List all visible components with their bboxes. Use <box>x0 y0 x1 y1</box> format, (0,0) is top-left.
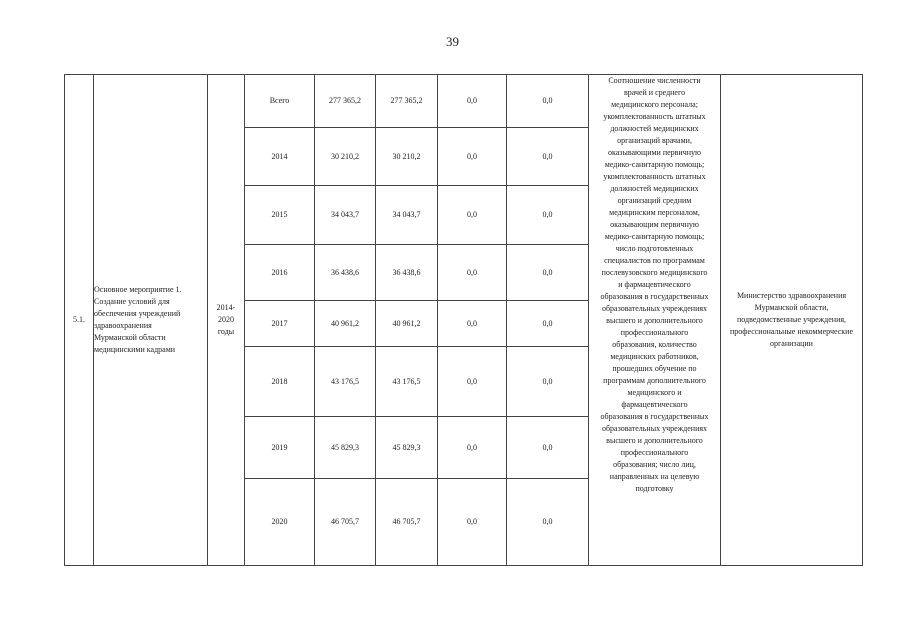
indicator-line: медицинского персонала; <box>611 100 698 109</box>
indicator-line: число подготовленных <box>615 244 694 253</box>
row-number: 5.1. <box>65 75 94 566</box>
program-table <box>64 74 863 566</box>
indicators <box>589 75 721 566</box>
indicator-line: Соотношение численности <box>608 76 701 85</box>
federal-cell: 0,0 <box>438 301 507 347</box>
period-line: годы <box>217 327 235 336</box>
indicator-line: должностей медицинских <box>610 124 699 133</box>
period <box>208 75 245 566</box>
total-cell: 30 210,2 <box>315 128 376 186</box>
event-name-line: медицинскими кадрами <box>94 345 176 354</box>
executor-line: профессиональные некоммерческие <box>729 327 854 336</box>
regional-cell: 30 210,2 <box>376 128 438 186</box>
indicator-line: и фармацевтического <box>618 280 691 289</box>
total-cell: 46 705,7 <box>315 479 376 566</box>
year-cell: 2020 <box>245 479 315 566</box>
total-cell: 40 961,2 <box>315 301 376 347</box>
year-cell: 2014 <box>245 128 315 186</box>
federal-cell: 0,0 <box>438 347 507 417</box>
indicator-line: укомплектованность штатных <box>603 172 706 181</box>
indicator-line: должностей медицинских <box>610 184 699 193</box>
total-cell: 45 829,3 <box>315 417 376 479</box>
indicator-line: подготовку <box>635 484 674 493</box>
federal-cell: 0,0 <box>438 417 507 479</box>
event-name-line: здравоохранения <box>94 321 152 330</box>
other-cell: 0,0 <box>507 301 589 347</box>
executor <box>721 75 863 566</box>
year-cell: 2017 <box>245 301 315 347</box>
table-row <box>65 75 863 128</box>
period-line: 2020 <box>218 315 234 324</box>
regional-cell: 45 829,3 <box>376 417 438 479</box>
indicator-line: медицинским персоналом, <box>609 208 700 217</box>
regional-cell: 277 365,2 <box>376 75 438 128</box>
executor-line: Министерство здравоохранения <box>736 291 847 300</box>
regional-cell: 36 438,6 <box>376 245 438 301</box>
federal-cell: 0,0 <box>438 75 507 128</box>
total-cell: 43 176,5 <box>315 347 376 417</box>
indicator-line: образовательных учреждениях <box>601 304 708 313</box>
year-cell: Всего <box>245 75 315 128</box>
event-name-line: Основное мероприятие 1. <box>94 285 182 294</box>
other-cell: 0,0 <box>507 417 589 479</box>
other-cell: 0,0 <box>507 479 589 566</box>
indicator-line: образования; число лиц, <box>613 460 696 469</box>
regional-cell: 43 176,5 <box>376 347 438 417</box>
indicator-line: образовательных учреждениях <box>601 424 708 433</box>
regional-cell: 46 705,7 <box>376 479 438 566</box>
indicator-line: образования в государственных <box>600 412 709 421</box>
year-cell: 2019 <box>245 417 315 479</box>
indicator-line: программам дополнительного <box>603 376 706 385</box>
executor-line: подведомственные учреждения, <box>736 315 847 324</box>
federal-cell: 0,0 <box>438 128 507 186</box>
indicator-line: организаций средним <box>617 196 692 205</box>
federal-cell: 0,0 <box>438 245 507 301</box>
other-cell: 0,0 <box>507 347 589 417</box>
indicator-line: медицинских работников, <box>610 352 699 361</box>
total-cell: 277 365,2 <box>315 75 376 128</box>
indicator-line: специалистов по программам <box>604 256 705 265</box>
regional-cell: 40 961,2 <box>376 301 438 347</box>
total-cell: 36 438,6 <box>315 245 376 301</box>
indicator-line: высшего и дополнительного <box>606 316 703 325</box>
indicator-line: укомплектованность штатных <box>603 112 706 121</box>
executor-line: Мурманской области, <box>754 303 829 312</box>
indicator-line: образования в государственных <box>600 292 709 301</box>
event-name-line: Создание условий для <box>94 297 170 306</box>
indicator-line: организаций врачами, <box>617 136 692 145</box>
indicator-line: медицинского и <box>627 388 682 397</box>
regional-cell: 34 043,7 <box>376 186 438 245</box>
other-cell: 0,0 <box>507 245 589 301</box>
other-cell: 0,0 <box>507 186 589 245</box>
total-cell: 34 043,7 <box>315 186 376 245</box>
indicator-line: образования, количество <box>612 340 697 349</box>
other-cell: 0,0 <box>507 128 589 186</box>
indicator-line: медико-санитарную помощь; <box>604 232 705 241</box>
indicator-line: направленных на целевую <box>609 472 700 481</box>
year-cell: 2016 <box>245 245 315 301</box>
event-name-line: обеспечения учреждений <box>94 309 181 318</box>
indicator-line: послевузовского медицинского <box>601 268 708 277</box>
indicator-line: фармацевтического <box>621 400 688 409</box>
period-line: 2014- <box>216 303 236 312</box>
other-cell: 0,0 <box>507 75 589 128</box>
indicator-line: оказывающим первичную <box>610 220 699 229</box>
year-cell: 2018 <box>245 347 315 417</box>
executor-line: организации <box>770 339 813 348</box>
federal-cell: 0,0 <box>438 479 507 566</box>
indicator-line: профессионального <box>620 328 689 337</box>
indicator-line: врачей и среднего <box>623 88 686 97</box>
year-cell: 2015 <box>245 186 315 245</box>
indicator-line: медико-санитарную помощь; <box>604 160 705 169</box>
federal-cell: 0,0 <box>438 186 507 245</box>
indicator-line: высшего и дополнительного <box>606 436 703 445</box>
page-number: 39 <box>446 34 459 49</box>
indicator-line: оказывающими первичную <box>607 148 701 157</box>
event-name-line: Мурманской области <box>94 333 166 342</box>
indicator-line: прошедших обучение по <box>612 364 697 373</box>
indicator-line: профессионального <box>620 448 689 457</box>
event-name <box>94 75 208 566</box>
